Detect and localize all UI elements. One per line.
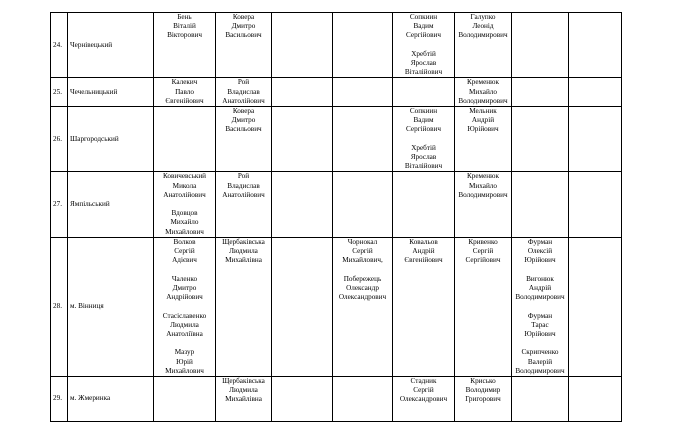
assignee-names: Бень Віталій Вікторович (167, 13, 202, 40)
district-name: Чернівецький (68, 13, 154, 78)
assignee-cell (393, 107, 455, 172)
assignee-names: Стадник Сергій Олександрович (399, 376, 448, 404)
row-number: 24. (51, 13, 68, 78)
row-number: 27. (51, 172, 68, 237)
assignee-cell (455, 172, 512, 237)
assignee-names: Щербаківська Людмила Михайлівна (222, 376, 265, 404)
assignee-cell (154, 107, 216, 172)
assignee-cell (512, 13, 569, 78)
table-row (51, 237, 651, 376)
table-row (51, 107, 651, 172)
assignee-cell (393, 78, 455, 107)
assignee-names: Волков Сергій Адієвич Чаленко Дмитро Андрійович Стасіславенко Людмила Анатоліївна Мазур Юрій Михайлович (162, 237, 207, 375)
assignee-names: Фурман Олексій Юрійович Вигонюк Андрій Володимирович Фурман Тарас Юрійович Скрипченко Валерій Володимирович (515, 237, 565, 375)
row-number: 26. (51, 107, 68, 172)
assignee-cell (333, 78, 393, 107)
assignee-cell (455, 78, 512, 107)
row-number: 29. (51, 376, 68, 421)
assignee-cell (333, 13, 393, 78)
assignee-cell (393, 172, 455, 237)
table-row (51, 13, 651, 78)
assignee-cell (393, 237, 455, 376)
assignee-cell (154, 172, 216, 237)
assignee-cell (512, 107, 569, 172)
assignee-names: Ковальов Андрій Євгенійович (404, 237, 443, 265)
assignee-names: Сопкиин Вадим Сергійович Хребтій Ярослав Віталійович (404, 107, 443, 171)
assignee-cell (272, 172, 333, 237)
assignee-cell (216, 237, 272, 376)
assignee-cell (569, 376, 622, 421)
assignee-cell (455, 376, 512, 421)
assignee-cell (569, 237, 622, 376)
assignee-cell (333, 172, 393, 237)
district-name: Чечельницький (68, 78, 154, 107)
assignee-cell (216, 376, 272, 421)
assignee-cell (272, 237, 333, 376)
assignee-cell (512, 237, 569, 376)
district-name: м. Жмеринка (68, 376, 154, 421)
assignee-names: Рой Владислав Анатолійович (222, 172, 265, 199)
assignee-cell (272, 376, 333, 421)
assignee-cell (333, 107, 393, 172)
row-number: 25. (51, 78, 68, 107)
assignee-names: Крисько Володимир Григорович (465, 376, 501, 404)
assignee-cell (272, 78, 333, 107)
assignee-cell (272, 107, 333, 172)
district-name: Шаргородський (68, 107, 154, 172)
assignee-cell (154, 78, 216, 107)
assignee-cell (569, 172, 622, 237)
assignee-names: Чорнокал Сергій Михайлович, Побережець Олександр Олександрович (338, 237, 387, 302)
assignee-names: Калекич Павло Євгенійович (165, 78, 204, 105)
assignee-names: Кременюк Михайло Володимирович (458, 172, 508, 199)
assignee-cell (455, 237, 512, 376)
assignee-names: Ковичевський Микола Анатолійович Вдовцов Михайло Михайлович (162, 172, 207, 236)
assignee-cell (333, 237, 393, 376)
assignee-cell (216, 172, 272, 237)
assignee-cell (512, 78, 569, 107)
assignee-cell (272, 13, 333, 78)
district-table-container (50, 12, 651, 422)
assignee-cell (154, 237, 216, 376)
assignee-cell (455, 13, 512, 78)
row-number: 28. (51, 237, 68, 376)
assignee-cell (569, 78, 622, 107)
assignee-cell (393, 376, 455, 421)
assignee-names: Сопкиин Вадим Сергійович Хребтій Ярослав Віталійович (404, 13, 443, 77)
assignee-names: Галупко Леонід Володимирович (458, 13, 508, 40)
district-name: Ямпільський (68, 172, 154, 237)
assignee-cell (216, 13, 272, 78)
table-row (51, 376, 651, 421)
assignee-cell (569, 13, 622, 78)
assignee-names: Щербаківська Людмила Михайлівна (222, 237, 265, 265)
assignee-names: Мельник Андрій Юрійович (467, 107, 499, 134)
assignee-names: Ковера Дмитро Васильович (225, 107, 262, 134)
table-row (51, 78, 651, 107)
assignee-names: Кривенко Сергій Сергійович (465, 237, 501, 265)
assignee-cell (154, 13, 216, 78)
table-row (51, 172, 651, 237)
assignee-names: Кременюк Михайло Володимирович (458, 78, 508, 105)
assignee-names: Рой Владислав Анатолійович (222, 78, 265, 105)
assignee-cell (216, 78, 272, 107)
assignee-cell (333, 376, 393, 421)
assignee-cell (512, 172, 569, 237)
assignee-cell (216, 107, 272, 172)
district-table (50, 12, 651, 422)
assignee-cell (569, 107, 622, 172)
assignee-cell (512, 376, 569, 421)
district-name: м. Вінниця (68, 237, 154, 376)
assignee-cell (455, 107, 512, 172)
assignee-cell (154, 376, 216, 421)
assignee-cell (393, 13, 455, 78)
assignee-names: Ковера Дмитро Васильович (225, 13, 262, 40)
